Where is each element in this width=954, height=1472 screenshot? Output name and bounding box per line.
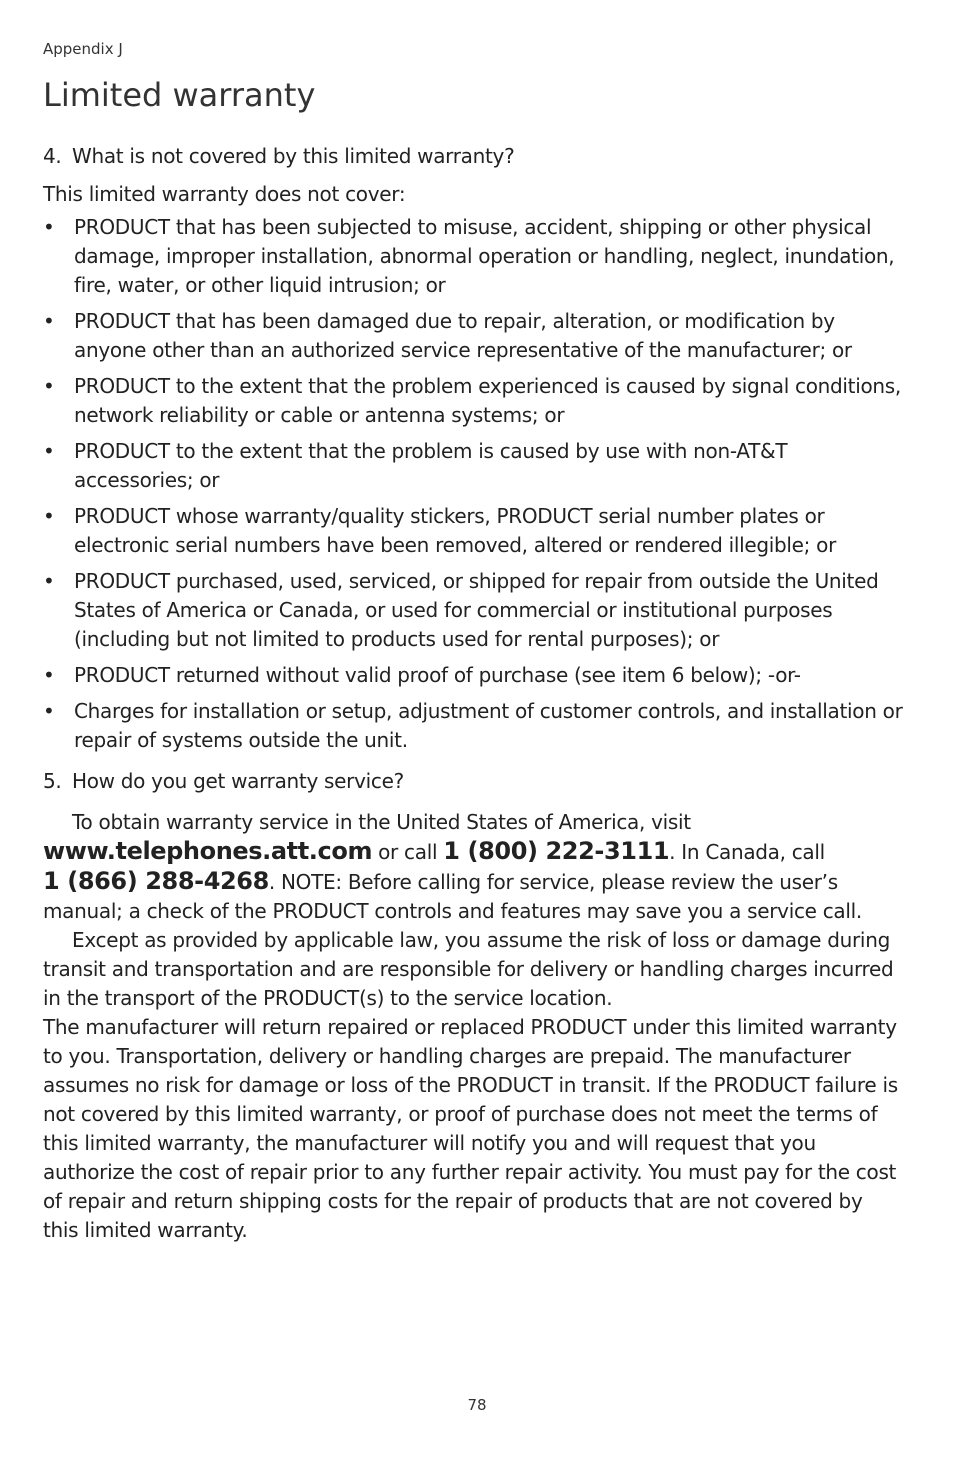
list-item-text: PRODUCT purchased, used, serviced, or shipped for repair from outside the United States of America or Canada, or used for commercial or institutional purposes (including but not limited to products used for rental purposes); or bbox=[74, 569, 879, 651]
or-call-text: or call bbox=[372, 840, 444, 864]
service-paragraph bbox=[43, 808, 903, 926]
bullet-icon: • bbox=[43, 215, 55, 239]
appendix-label: Appendix J bbox=[43, 40, 123, 58]
page-number: 78 bbox=[467, 1396, 487, 1414]
list-item bbox=[43, 502, 903, 560]
section-5-question: How do you get warranty service? bbox=[72, 769, 404, 793]
section-4-heading bbox=[43, 142, 903, 171]
list-item-text: PRODUCT returned without valid proof of purchase (see item 6 below); -or- bbox=[74, 663, 801, 687]
website-link[interactable]: www.telephones.att.com bbox=[43, 837, 373, 865]
service-lead-text: To obtain warranty service in the United States of America, visit bbox=[72, 810, 691, 834]
section-5-number: 5. bbox=[43, 769, 62, 793]
list-item-text: PRODUCT that has been subjected to misuse, accident, shipping or other physical damage, improper installation, abnormal operation or handling, neglect, inundation, fire, water, or other liquid intrusion; or bbox=[74, 215, 895, 297]
bullet-icon: • bbox=[43, 504, 55, 528]
bullet-icon: • bbox=[43, 309, 55, 333]
list-item bbox=[43, 567, 903, 654]
list-item-text: PRODUCT to the extent that the problem experienced is caused by signal conditions, network reliability or cable or antenna systems; or bbox=[74, 374, 901, 427]
list-item-text: PRODUCT whose warranty/quality stickers, PRODUCT serial number plates or electronic serial numbers have been removed, altered or rendered illegible; or bbox=[74, 504, 837, 557]
list-item bbox=[43, 661, 903, 690]
section-4-question: What is not covered by this limited warranty? bbox=[72, 144, 515, 168]
list-item bbox=[43, 372, 903, 430]
bullet-icon: • bbox=[43, 569, 55, 593]
list-item-text: PRODUCT that has been damaged due to repair, alteration, or modification by anyone other than an authorized service representative of the manufacturer; or bbox=[74, 309, 852, 362]
service-note-text: . NOTE: Before calling for service, please review the user’s manual; a check of the PRODUCT controls and features may save you a service call. bbox=[43, 870, 862, 923]
page-content bbox=[43, 142, 903, 1245]
list-item bbox=[43, 213, 903, 300]
list-item bbox=[43, 697, 903, 755]
us-phone-number: 1 (800) 222-3111 bbox=[443, 837, 670, 865]
list-item-text: PRODUCT to the extent that the problem is caused by use with non-AT&T accessories; or bbox=[74, 439, 788, 492]
bullet-icon: • bbox=[43, 374, 55, 398]
section-5-heading bbox=[43, 767, 903, 796]
transit-risk-paragraph: Except as provided by applicable law, you assume the risk of loss or damage during transit and transportation and are responsible for delivery or handling charges incurred in the transport of the PRODUCT(s) to the service location. bbox=[43, 928, 894, 1010]
section-4-number: 4. bbox=[43, 144, 62, 168]
page-title: Limited warranty bbox=[43, 76, 316, 114]
list-item-text: Charges for installation or setup, adjustment of customer controls, and installation or repair of systems outside the unit. bbox=[74, 699, 903, 752]
canada-text: . In Canada, call bbox=[669, 840, 825, 864]
exclusions-list bbox=[43, 213, 903, 755]
return-policy-paragraph: The manufacturer will return repaired or replaced PRODUCT under this limited warranty to you. Transportation, delivery or handling charges are prepaid. The manufacturer assumes no risk for damage or loss of the PRODUCT in transit. If the PRODUCT failure is not covered by this limited warranty, or proof of purchase does not meet the terms of this limited warranty, the manufacturer will notify you and will request that you authorize the cost of repair prior to any further repair activity. You must pay for the cost of repair and return shipping costs for the repair of products that are not covered by this limited warranty. bbox=[43, 1015, 898, 1242]
bullet-icon: • bbox=[43, 663, 55, 687]
section-4-intro: This limited warranty does not cover: bbox=[43, 182, 406, 206]
canada-phone-number: 1 (866) 288-4268 bbox=[43, 867, 269, 895]
list-item bbox=[43, 437, 903, 495]
bullet-icon: • bbox=[43, 699, 55, 723]
bullet-icon: • bbox=[43, 439, 55, 463]
list-item bbox=[43, 307, 903, 365]
